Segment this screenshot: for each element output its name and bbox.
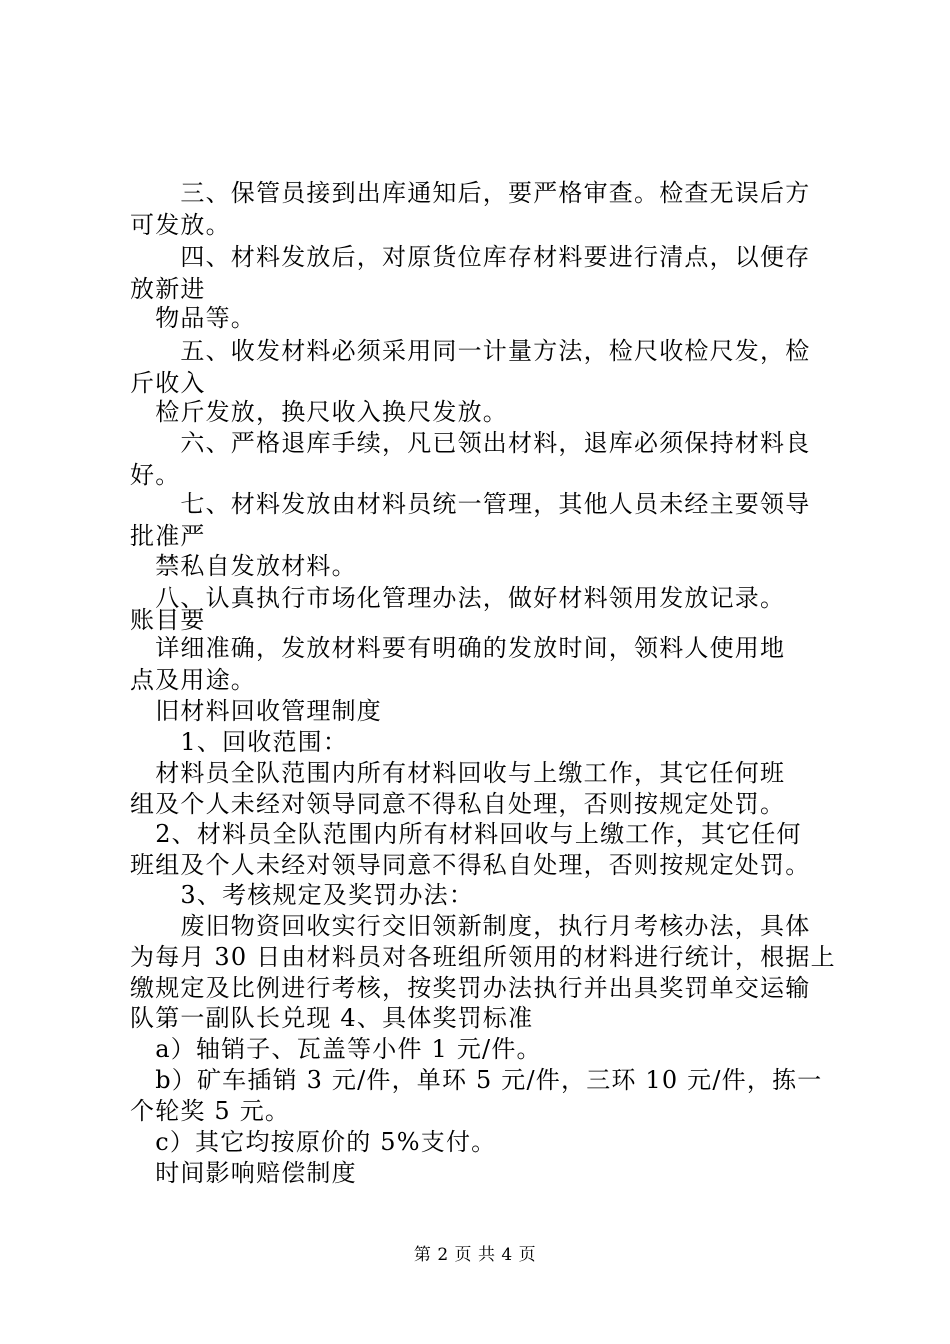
text-line: 材料员全队范围内所有材料回收与上缴工作，其它任何班 (130, 759, 786, 787)
text-line: 六、严格退库手续，凡已领出材料，退库必须保持材料良 (130, 429, 811, 457)
text-line: 为每月 30 日由材料员对各班组所领用的材料进行统计，根据上 (130, 943, 836, 971)
text-line: 检斤发放，换尺收入换尺发放。 (130, 398, 508, 426)
text-line: 班组及个人未经对领导同意不得私自处理，否则按规定处罚。 (130, 851, 811, 879)
text-line: 详细准确，发放材料要有明确的发放时间，领料人使用地 (130, 634, 786, 662)
text-line: 四、材料发放后，对原货位库存材料要进行清点，以便存 (130, 243, 811, 271)
text-line: 放新进 (130, 275, 206, 303)
text-line: 账目要 (130, 606, 206, 634)
text-line: 组及个人未经对领导同意不得私自处理，否则按规定处罚。 (130, 790, 786, 818)
text-line: 2、材料员全队范围内所有材料回收与上缴工作，其它任何 (130, 820, 802, 848)
text-line: b）矿车插销 3 元/件，单环 5 元/件，三环 10 元/件，拣一 (130, 1066, 823, 1094)
text-line: 七、材料发放由材料员统一管理，其他人员未经主要领导 (130, 490, 811, 518)
text-line: 队第一副队长兑现 4、具体奖罚标准 (130, 1004, 534, 1032)
text-line: 物品等。 (130, 304, 256, 332)
text-line: 缴规定及比例进行考核，按奖罚办法执行并出具奖罚单交运输 (130, 974, 811, 1002)
text-line: 旧材料回收管理制度 (130, 697, 382, 725)
text-line: 废旧物资回收实行交旧领新制度，执行月考核办法，具体 (130, 912, 811, 940)
text-line: a）轴销子、瓦盖等小件 1 元/件。 (130, 1035, 542, 1063)
text-line: 禁私自发放材料。 (130, 552, 357, 580)
text-line: 可发放。 (130, 211, 231, 239)
text-line: 好。 (130, 461, 181, 489)
text-line: 点及用途。 (130, 666, 256, 694)
text-line: 斤收入 (130, 369, 206, 397)
text-line: 1、回收范围： (130, 728, 349, 756)
text-line: 八、认真执行市场化管理办法，做好材料领用发放记录。 (130, 584, 786, 612)
text-line: 3、考核规定及奖罚办法： (130, 881, 475, 909)
page-number-footer: 第 2 页 共 4 页 (413, 1245, 537, 1265)
text-line: c）其它均按原价的 5%支付。 (130, 1128, 497, 1156)
text-line: 个轮奖 5 元。 (130, 1097, 291, 1125)
text-line: 时间影响赔偿制度 (130, 1159, 357, 1187)
text-line: 三、保管员接到出库通知后，要严格审查。检查无误后方 (130, 179, 811, 207)
text-line: 批准严 (130, 522, 206, 550)
text-line: 五、收发材料必须采用同一计量方法，检尺收检尺发，检 (130, 337, 811, 365)
